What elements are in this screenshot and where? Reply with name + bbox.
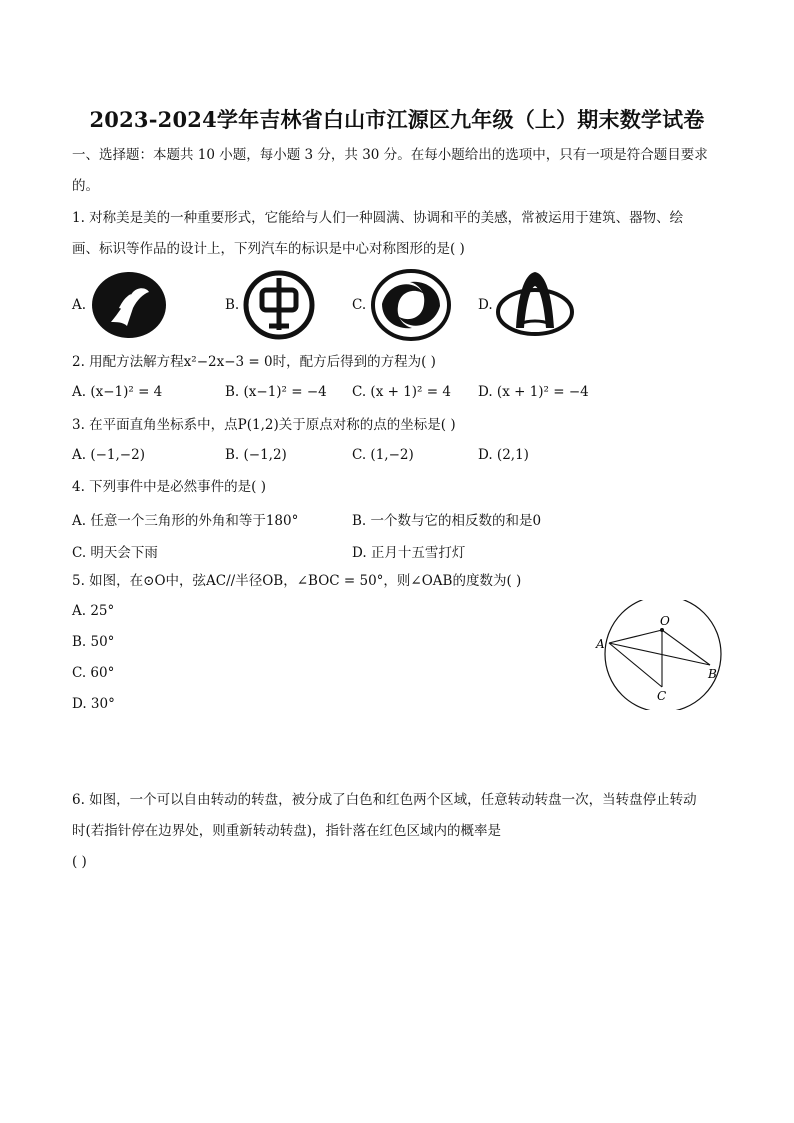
q1-logo-d-image bbox=[494, 268, 576, 340]
q6-stem-line1: 6. 如图，一个可以自由转动的转盘，被分成了白色和红色两个区域，任意转动转盘一次，当转盘停止转动 bbox=[72, 792, 697, 808]
q4-option-c: C. 明天会下雨 bbox=[72, 545, 158, 561]
q5-stem: 5. 如图，在⊙O中，弦AC//半径OB，∠BOC = 50°，则∠OAB的度数为( ) bbox=[72, 573, 522, 589]
q3-option-c: C. (1,−2) bbox=[352, 447, 414, 463]
q3-option-d: D. (2,1) bbox=[478, 447, 529, 463]
center-point-o bbox=[660, 628, 664, 632]
q6-answer-bracket: ( ) bbox=[72, 854, 87, 870]
label-a: A bbox=[596, 637, 605, 651]
q3-option-b: B. (−1,2) bbox=[225, 447, 287, 463]
q3-option-a: A. (−1,−2) bbox=[72, 447, 145, 463]
q5-option-a: A. 25° bbox=[72, 603, 115, 619]
q1-logo-b-image bbox=[243, 270, 315, 340]
q4-option-d: D. 正月十五雪打灯 bbox=[352, 545, 466, 561]
section-instruction-line1: 一、选择题：本题共 10 小题，每小题 3 分，共 30 分。在每小题给出的选项中，只有一项是符合题目要求 bbox=[72, 147, 708, 163]
q1-option-a-label: A. bbox=[72, 297, 87, 313]
label-o: O bbox=[660, 614, 670, 628]
q5-option-d: D. 30° bbox=[72, 696, 115, 712]
q4-stem: 4. 下列事件中是必然事件的是( ) bbox=[72, 479, 266, 495]
q4-option-b: B. 一个数与它的相反数的和是0 bbox=[352, 513, 542, 529]
q1-stem-line1: 1. 对称美是美的一种重要形式，它能给与人们一种圆满、协调和平的美感，常被运用于建筑、器物、绘 bbox=[72, 210, 684, 226]
q2-option-a: A. (x−1)² = 4 bbox=[72, 384, 163, 400]
segment-ao bbox=[609, 630, 662, 643]
q5-circle-figure bbox=[590, 600, 740, 710]
q1-logo-a-image bbox=[89, 270, 169, 340]
q3-stem: 3. 在平面直角坐标系中，点P(1,2)关于原点对称的点的坐标是( ) bbox=[72, 417, 456, 433]
q4-option-a: A. 任意一个三角形的外角和等于180° bbox=[72, 513, 299, 529]
label-b: B bbox=[708, 667, 717, 681]
q1-option-b-label: B. bbox=[225, 297, 240, 313]
q1-stem-line2: 画、标识等作品的设计上，下列汽车的标识是中心对称图形的是( ) bbox=[72, 241, 465, 257]
page-title: 2023-2024学年吉林省白山市江源区九年级（上）期末数学试卷 bbox=[89, 107, 705, 132]
q2-stem: 2. 用配方法解方程x²−2x−3 = 0时，配方后得到的方程为( ) bbox=[72, 354, 436, 370]
q2-option-d: D. (x + 1)² = −4 bbox=[478, 384, 589, 400]
q1-option-c-label: C. bbox=[352, 297, 367, 313]
q1-logo-c-image bbox=[370, 268, 452, 342]
q5-option-c: C. 60° bbox=[72, 665, 115, 681]
label-c: C bbox=[657, 689, 667, 703]
q2-option-c: C. (x + 1)² = 4 bbox=[352, 384, 451, 400]
chord-ac bbox=[609, 643, 662, 687]
q1-option-d-label: D. bbox=[478, 297, 493, 313]
section-instruction-line2: 的。 bbox=[72, 178, 99, 194]
q6-stem-line2: 时(若指针停在边界处，则重新转动转盘)，指针落在红色区域内的概率是 bbox=[72, 823, 502, 839]
q2-option-b: B. (x−1)² = −4 bbox=[225, 384, 327, 400]
q5-option-b: B. 50° bbox=[72, 634, 115, 650]
